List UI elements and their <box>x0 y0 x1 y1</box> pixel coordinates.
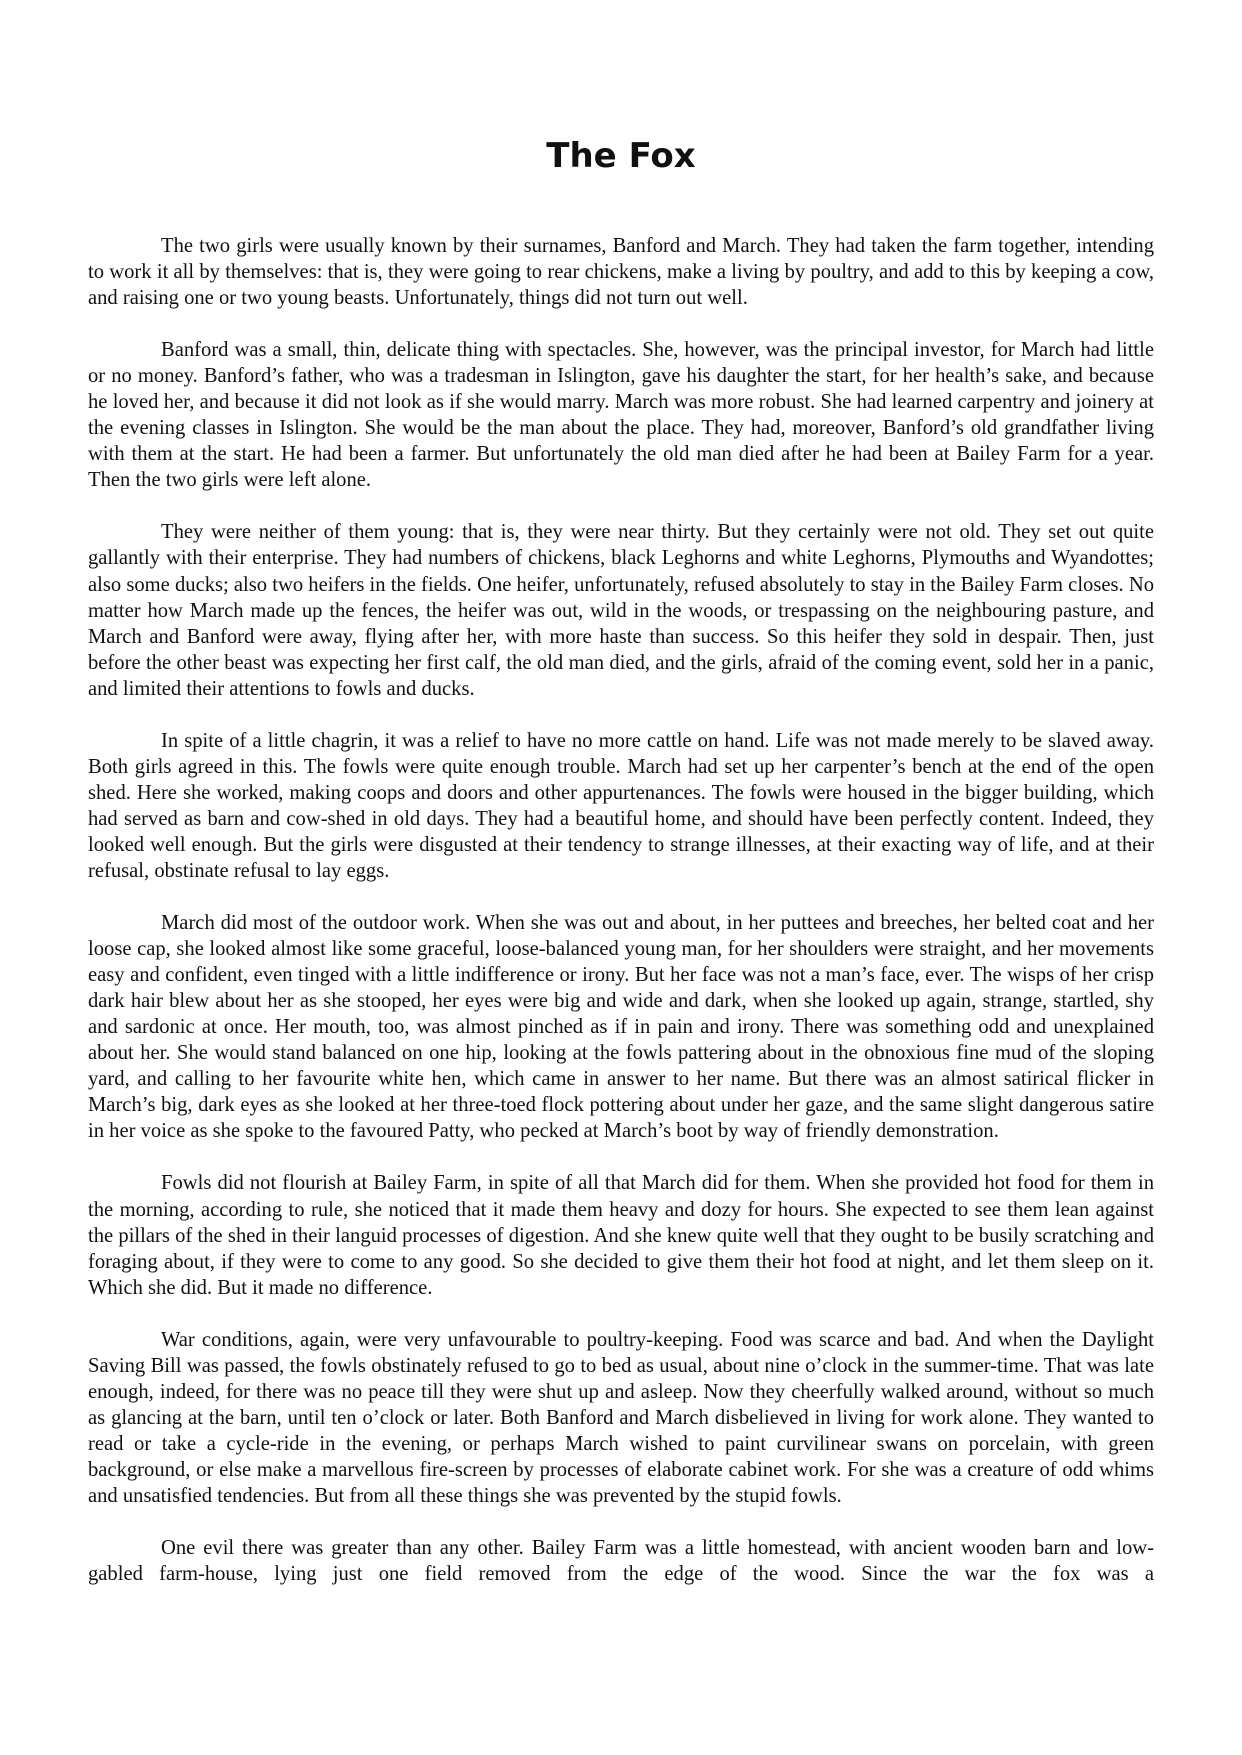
paragraph-4: In spite of a little chagrin, it was a relief to have no more cattle on hand. Life was not made merely to be slaved away. Both girls agreed in this. The fowls were quite enough trouble. March had set up her carpenter’s bench at the end of the open shed. Here she worked, making coops and doors and other appurtenances. The fowls were housed in the bigger building, which had served as barn and cow-shed in old days. They had a beautiful home, and should have been perfectly content. Indeed, they looked well enough. But the girls were disgusted at their tendency to strange illnesses, at their exacting way of life, and at their refusal, obstinate refusal to lay eggs. <box>88 729 1154 882</box>
paragraph-8: One evil there was greater than any other. Bailey Farm was a little homestead, with ancient wooden barn and low-gabled farm-house, lying just one field removed from the edge of the wood. Since the war the fox was a <box>88 1537 1154 1586</box>
paragraph-1: The two girls were usually known by their surnames, Banford and March. They had taken the farm together, intending to work it all by themselves: that is, they were going to rear chickens, make a living by poultry, and add to this by keeping a cow, and raising one or two young beasts. Unfortunately, things did not turn out well. <box>88 235 1154 310</box>
document-title: The Fox <box>546 136 696 176</box>
paragraph-6: Fowls did not flourish at Bailey Farm, in spite of all that March did for them. When she provided hot food for them in the morning, according to rule, she noticed that it made them heavy and dozy for hours. She expected to see them lean against the pillars of the shed in their languid processes of digestion. And she knew quite well that they ought to be busily scratching and foraging about, if they were to come to any good. So she decided to give them their hot food at night, and let them sleep on it. Which she did. But it made no difference. <box>88 1172 1154 1299</box>
document-body <box>88 233 1154 1613</box>
paragraph-2: Banford was a small, thin, delicate thing with spectacles. She, however, was the principal investor, for March had little or no money. Banford’s father, who was a tradesman in Islington, gave his daughter the start, for her health’s sake, and because he loved her, and because it did not look as if she would marry. March was more robust. She had learned carpentry and joinery at the evening classes in Islington. She would be the man about the place. They had, moreover, Banford’s old grandfather living with them at the start. He had been a farmer. But unfortunately the old man died after he had been at Bailey Farm for a year. Then the two girls were left alone. <box>88 339 1154 492</box>
paragraph-3: They were neither of them young: that is, they were near thirty. But they certainly were not old. They set out quite gallantly with their enterprise. They had numbers of chickens, black Leghorns and white Leghorns, Plymouths and Wyandottes; also some ducks; also two heifers in the fields. One heifer, unfortunately, refused absolutely to stay in the Bailey Farm closes. No matter how March made up the fences, the heifer was out, wild in the woods, or trespassing on the neighbouring pasture, and March and Banford were away, flying after her, with more haste than success. So this heifer they sold in despair. Then, just before the other beast was expecting her first calf, the old man died, and the girls, afraid of the coming event, sold her in a panic, and limited their attentions to fowls and ducks. <box>88 521 1154 700</box>
paragraph-7: War conditions, again, were very unfavourable to poultry-keeping. Food was scarce and bad. And when the Daylight Saving Bill was passed, the fowls obstinately refused to go to bed as usual, about nine o’clock in the summer-time. That was late enough, indeed, for there was no peace till they were shut up and asleep. Now they cheerfully walked around, without so much as glancing at the barn, until ten o’clock or later. Both Banford and March disbelieved in living for work alone. They wanted to read or take a cycle-ride in the evening, or perhaps March wished to paint curvilinear swans on porcelain, with green background, or else make a marvellous fire-screen by processes of elaborate cabinet work. For she was a creature of odd whims and unsatisfied tendencies. But from all these things she was prevented by the stupid fowls. <box>88 1328 1154 1507</box>
paragraph-5: March did most of the outdoor work. When she was out and about, in her puttees and breeches, her belted coat and her loose cap, she looked almost like some graceful, loose-balanced young man, for her shoulders were straight, and her movements easy and confident, even tinged with a little indifference or irony. But her face was not a man’s face, ever. The wisps of her crisp dark hair blew about her as she stooped, her eyes were big and wide and dark, when she looked up again, strange, startled, shy and sardonic at once. Her mouth, too, was almost pinched as if in pain and irony. There was something odd and unexplained about her. She would stand balanced on one hip, looking at the fowls pattering about in the obnoxious fine mud of the sloping yard, and calling to her favourite white hen, which came in answer to her name. But there was an almost satirical flicker in March’s big, dark eyes as she looked at her three-toed flock pottering about under her gaze, and the same slight dangerous satire in her voice as she spoke to the favoured Patty, who pecked at March’s boot by way of friendly demonstration. <box>88 912 1154 1143</box>
